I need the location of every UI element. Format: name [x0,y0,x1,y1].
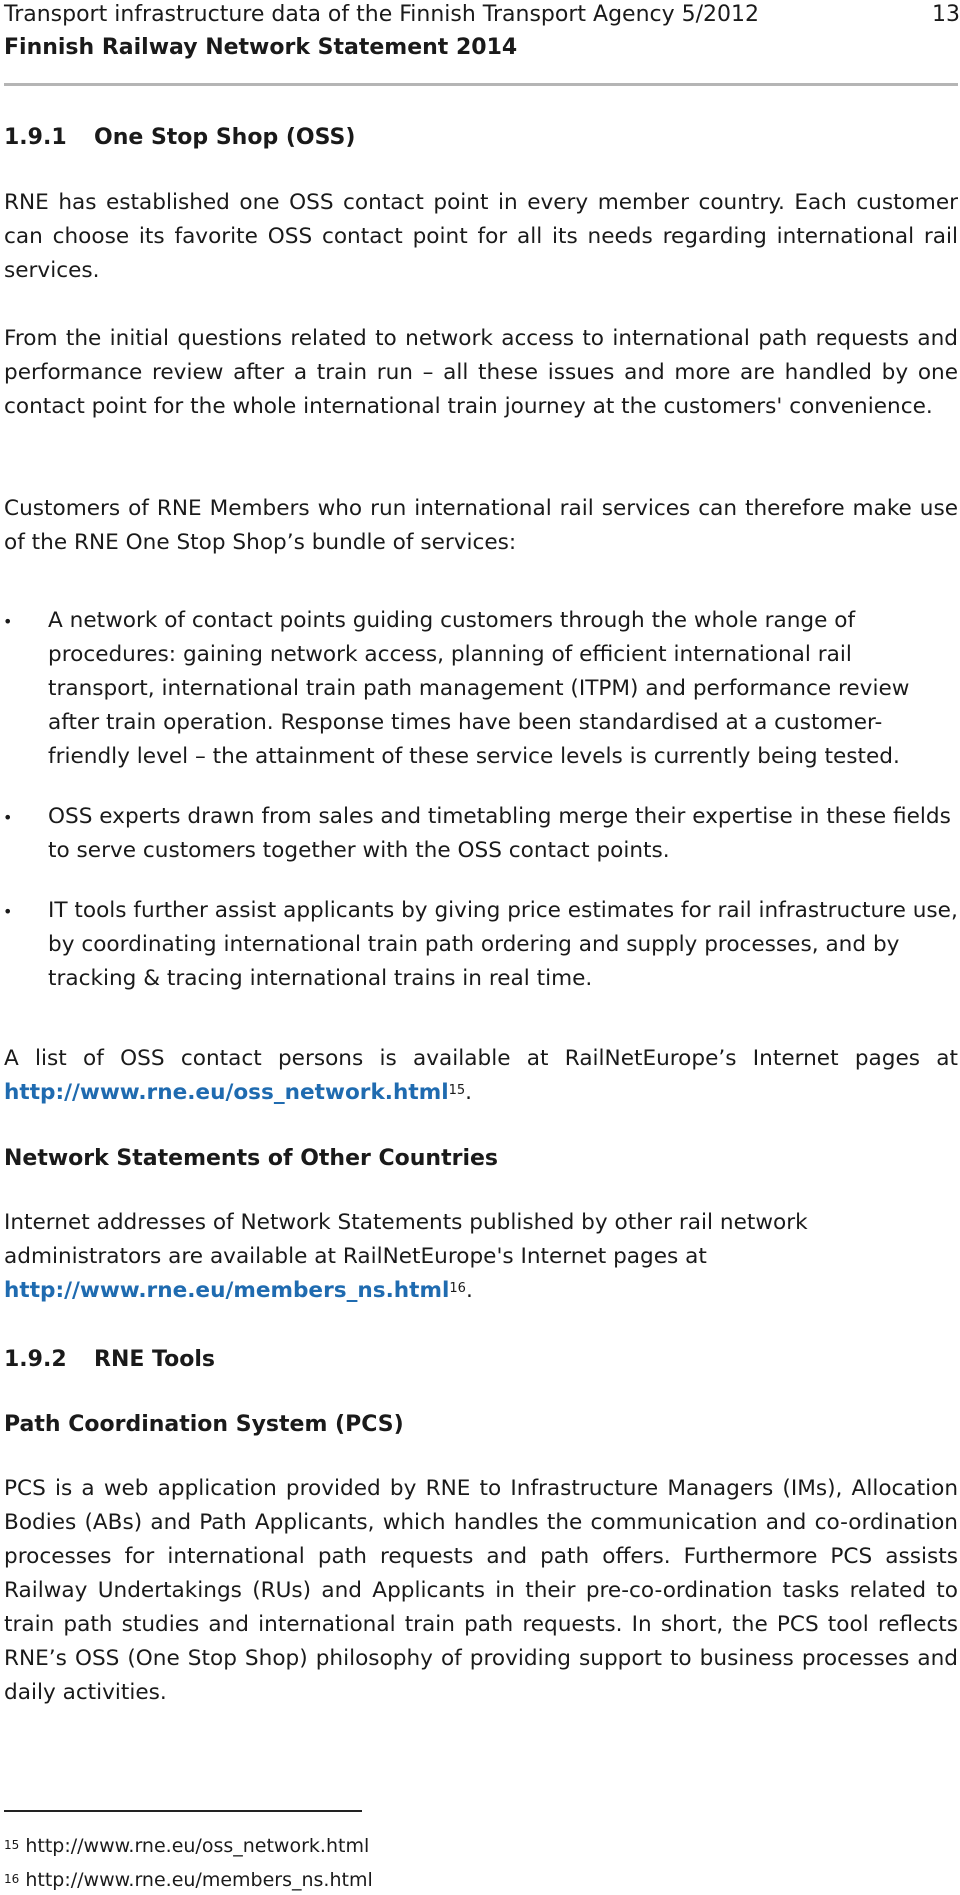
footnote-text: http://www.rne.eu/oss_network.html [25,1835,370,1857]
network-statements-line-1: Internet addresses of Network Statements published by other rail network [4,1210,808,1235]
network-statements-end: . [465,1278,473,1303]
footnote-16 [4,1868,373,1892]
bullet-item-contact-points: A network of contact points guiding customers through the whole range of procedures: gaining network access, planning of efficient international rail transport, international train path management (ITPM) and performance review after train operation. Response times have been standardised at a customer-friendly level – the attainment of these service levels is currently being tested. [48,608,910,769]
section-number: 1.9.1 [4,125,67,150]
header-divider [4,83,958,86]
footnote-15 [4,1834,369,1858]
header-title: Transport infrastructure data of the Finnish Transport Agency 5/2012 [4,2,760,27]
paragraph-oss-contacts [4,1042,958,1110]
pcs-heading: Path Coordination System (PCS) [4,1412,404,1437]
section-title: RNE Tools [94,1347,215,1372]
header-subtitle: Finnish Railway Network Statement 2014 [4,35,518,60]
footnote-number: 15 [4,1838,20,1852]
paragraph-oss-intro: RNE has established one OSS contact point in every member country. Each customer can choose its favorite OSS contact point for all its needs regarding international rail services. [4,190,958,283]
bullet-item-it-tools: IT tools further assist applicants by giving price estimates for rail infrastructure use, by coordinating international train path ordering and supply processes, and by tracking & tracing international trains in real time. [48,898,958,991]
members-ns-link[interactable]: http://www.rne.eu/members_ns.html [4,1278,450,1303]
footnote-ref-16[interactable]: 16 [449,1281,466,1296]
contact-end: . [465,1080,473,1105]
footnote-number: 16 [4,1872,20,1886]
section-title: One Stop Shop (OSS) [94,125,356,150]
footnote-text: http://www.rne.eu/members_ns.html [25,1869,373,1891]
network-statements-line-3 [4,1274,958,1308]
footnote-divider [4,1810,362,1812]
footnote-ref-15[interactable]: 15 [448,1083,466,1098]
paragraph-oss-customers: Customers of RNE Members who run international rail services can therefore make use of the RNE One Stop Shop’s bundle of services: [4,496,958,555]
bullet-icon: • [3,902,13,921]
section-number: 1.9.2 [4,1347,67,1372]
network-statements-line-2: administrators are available at RailNetEurope's Internet pages at [4,1244,707,1269]
network-statements-heading: Network Statements of Other Countries [4,1146,499,1171]
bullet-icon: • [3,808,13,827]
page-number: 13 [932,2,960,27]
oss-network-link[interactable]: http://www.rne.eu/oss_network.html [4,1080,449,1105]
contact-text: A list of OSS contact persons is available at RailNetEurope’s Internet pages at [4,1046,958,1071]
section-heading-1-9-2 [4,1345,215,1375]
section-heading-1-9-1 [4,123,355,153]
bullet-icon: • [3,612,13,631]
paragraph-oss-questions: From the initial questions related to network access to international path requests and performance review after a train run – all these issues and more are handled by one contact point for the whole international train journey at the customers' convenience. [4,326,958,419]
paragraph-pcs: PCS is a web application provided by RNE to Infrastructure Managers (IMs), Allocation Bodies (ABs) and Path Applicants, which handles the communication and co-ordination processes for international path requests and path offers. Furthermore PCS assists Railway Undertakings (RUs) and Applicants in their pre-co-ordination tasks related to train path studies and international train path requests. In short, the PCS tool reflects RNE’s OSS (One Stop Shop) philosophy of providing support to business processes and daily activities. [4,1476,958,1705]
bullet-item-oss-experts: OSS experts drawn from sales and timetabling merge their expertise in these fields to serve customers together with the OSS contact points. [48,804,951,863]
